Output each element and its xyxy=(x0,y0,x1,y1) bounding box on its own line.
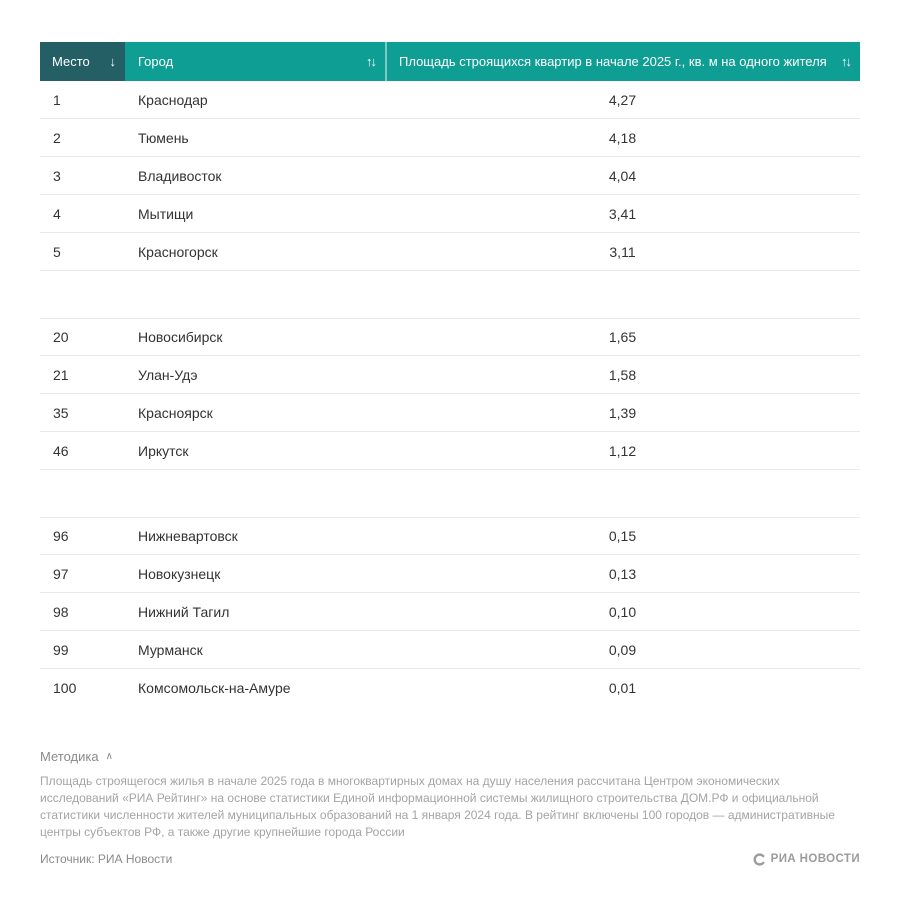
column-header-city-label: Город xyxy=(138,54,174,69)
column-header-value[interactable] xyxy=(385,42,860,81)
table-row xyxy=(40,233,860,271)
sort-both-icon: ↑↓ xyxy=(366,54,375,69)
table-row xyxy=(40,394,860,432)
city-cell: Владивосток xyxy=(138,167,222,184)
city-cell: Комсомольск-на-Амуре xyxy=(138,680,291,696)
section-gap xyxy=(40,470,860,517)
table-row xyxy=(40,356,860,394)
methodology-label: Методика xyxy=(40,749,99,764)
column-header-rank-label: Место xyxy=(52,54,90,69)
rank-cell: 5 xyxy=(53,243,61,260)
rank-cell: 2 xyxy=(53,129,61,146)
sort-both-icon: ↑↓ xyxy=(841,54,850,69)
city-cell: Красногорск xyxy=(138,243,218,260)
city-cell: Новокузнецк xyxy=(138,565,221,582)
table-row xyxy=(40,593,860,631)
rank-cell: 46 xyxy=(53,442,69,459)
value-cell: 0,15 xyxy=(608,528,637,544)
rank-cell: 4 xyxy=(53,205,61,222)
rank-cell: 1 xyxy=(53,91,61,108)
value-cell: 1,58 xyxy=(608,366,637,383)
value-cell: 3,41 xyxy=(608,205,637,222)
table-section-top xyxy=(40,81,860,271)
table-row xyxy=(40,631,860,669)
table-row xyxy=(40,669,860,707)
table-section-middle xyxy=(40,318,860,470)
rank-cell: 99 xyxy=(53,641,69,658)
value-cell: 0,13 xyxy=(608,565,637,582)
rank-cell: 96 xyxy=(53,528,69,544)
column-header-city[interactable] xyxy=(125,42,385,81)
city-cell: Мытищи xyxy=(138,205,194,222)
city-cell: Красноярск xyxy=(138,404,213,421)
value-cell: 0,10 xyxy=(608,603,637,620)
footer xyxy=(40,749,860,866)
rank-cell: 35 xyxy=(53,404,69,421)
value-cell: 0,09 xyxy=(608,641,637,658)
table-row xyxy=(40,81,860,119)
city-cell: Мурманск xyxy=(138,641,203,658)
chevron-up-icon: ∧ xyxy=(105,751,113,762)
city-cell: Краснодар xyxy=(138,91,208,108)
value-cell: 3,11 xyxy=(609,243,636,260)
section-gap xyxy=(40,271,860,318)
table-row xyxy=(40,195,860,233)
table-header xyxy=(40,42,860,81)
rank-cell: 3 xyxy=(53,167,61,184)
methodology-text: Площадь строящегося жилья в начале 2025 года в многоквартирных домах на душу населения рассчитана Центром экономических исследований «РИА Рейтинг» на основе статистики Единой информационной системы жилищного строительства ДОМ.РФ и официальной статистики численности жителей муниципальных образований на 1 января 2024 года. В рейтинг включены 100 городов — административные центры субъектов РФ, а также другие крупнейшие города России xyxy=(40,774,835,839)
city-cell: Тюмень xyxy=(138,129,189,146)
value-cell: 4,27 xyxy=(608,91,637,108)
ria-novosti-icon xyxy=(753,853,766,866)
table-row xyxy=(40,318,860,356)
sort-desc-icon: ↓ xyxy=(109,54,114,69)
rank-cell: 100 xyxy=(53,680,77,696)
city-cell: Нижний Тагил xyxy=(138,603,230,620)
table-row xyxy=(40,432,860,470)
rank-cell: 97 xyxy=(53,565,69,582)
column-header-rank[interactable] xyxy=(40,42,125,81)
column-header-value-label: Площадь строящихся квартир в начале 2025 г., кв. м на одного жителя xyxy=(399,54,827,69)
value-cell: 1,12 xyxy=(608,442,637,459)
city-cell: Нижневартовск xyxy=(138,528,238,544)
table-row xyxy=(40,517,860,555)
brand-label: РИА НОВОСТИ xyxy=(770,853,860,865)
rank-cell: 98 xyxy=(53,603,69,620)
source-label: Источник: РИА Новости xyxy=(40,852,173,866)
value-cell: 0,01 xyxy=(608,680,637,696)
value-cell: 4,04 xyxy=(608,167,637,184)
table-row xyxy=(40,555,860,593)
table-row xyxy=(40,157,860,195)
rank-cell: 20 xyxy=(53,329,69,345)
source-row xyxy=(40,852,860,866)
brand-logo xyxy=(753,853,860,866)
value-cell: 1,39 xyxy=(608,404,637,421)
city-cell: Иркутск xyxy=(138,442,189,459)
methodology-toggle[interactable] xyxy=(40,749,113,764)
city-cell: Улан-Удэ xyxy=(138,366,198,383)
value-cell: 1,65 xyxy=(608,329,637,345)
rank-cell: 21 xyxy=(53,366,69,383)
table-section-bottom xyxy=(40,517,860,707)
value-cell: 4,18 xyxy=(608,129,637,146)
city-cell: Новосибирск xyxy=(138,329,223,345)
table-row xyxy=(40,119,860,157)
